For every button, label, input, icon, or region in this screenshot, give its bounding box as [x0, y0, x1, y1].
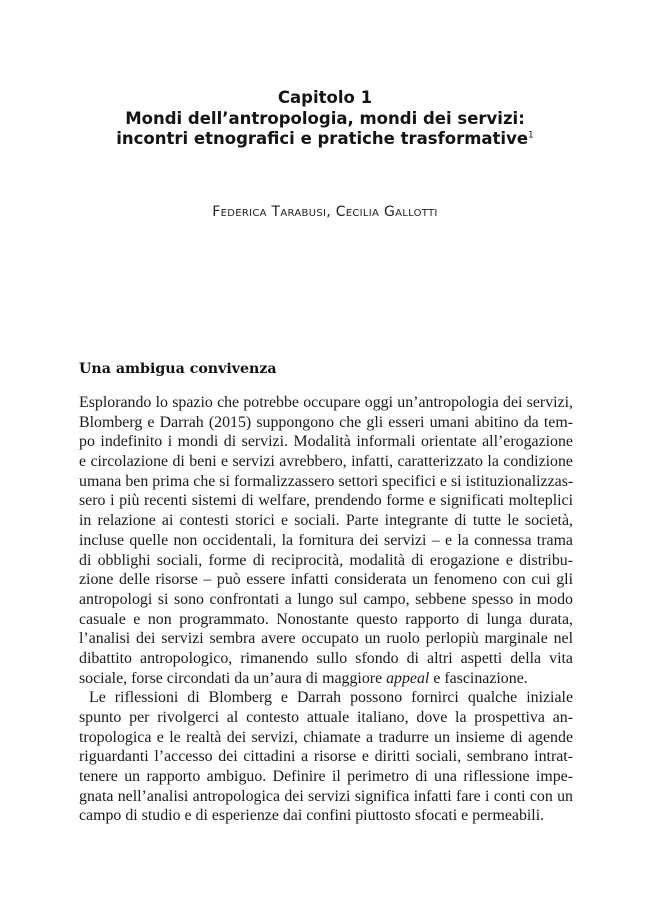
chapter-number: Capitolo 1 — [277, 88, 373, 107]
paragraph-1-line: Blomberg e Darrah (2015) suppongono che gli esseri umani abitino da tem- — [79, 413, 573, 431]
paragraph-1-line: l’analisi dei servizi sembra avere occupato un ruolo perlopiù marginale nel — [79, 630, 573, 648]
chapter-title-line-2 — [0, 129, 650, 150]
paragraph-1-line: in relazione ai contesti storici e sociali. Parte integrante di tutte le società, — [79, 512, 573, 530]
footnote-marker[interactable]: 1 — [528, 130, 534, 141]
paragraph-2-first-line: Le riflessioni di Blomberg e Darrah possono fornirci qualche iniziale — [89, 689, 573, 707]
chapter-title-line-2-text: incontri etnografici e pratiche trasformative — [116, 129, 529, 148]
paragraph-1-line: Esplorando lo spazio che potrebbe occupare oggi un’antropologia dei servizi, — [79, 394, 573, 411]
paragraph-1-line: zione delle risorse – può essere infatti considerata un fenomeno con cui gli — [79, 571, 573, 589]
paragraph-2-line: riguardanti l’accesso dei cittadini a risorse e diritti sociali, sembrano intrat- — [79, 748, 573, 766]
paragraph-1-line: e circolazione di beni e servizi avrebbero, infatti, caratterizzato la condizione — [79, 453, 573, 471]
chapter-authors: Federica Tarabusi, Cecilia Gallotti — [212, 204, 438, 220]
last-line-end: e fascinazione. — [429, 669, 528, 687]
paragraph-1-line: sero i più recenti sistemi di welfare, prendendo forme e significati molteplici — [79, 492, 573, 510]
paragraph-1-line: di obblighi sociali, forme di reciprocità, modalità di erogazione e distribu- — [79, 551, 573, 569]
last-line-start: sociale, forse circondati da un’aura di maggiore — [79, 669, 387, 687]
paragraph-1-line: antropologi si sono confrontati a lungo sul campo, sebbene spesso in modo — [79, 590, 573, 608]
paragraph-2-line: tropologica e le realtà dei servizi, chiamate a tradurre un insieme di agende — [79, 728, 573, 746]
paragraph-1-line: dibattito antropologico, rimanendo sullo sfondo di altri aspetti della vita — [79, 649, 573, 667]
paragraph-2-line: campo di studio e di esperienze dai confini piuttosto sfocati e permeabili. — [79, 807, 545, 825]
paragraph-1-line: umana ben prima che si formalizzassero settori specifici e si istituzionalizzas- — [79, 472, 574, 490]
italic-term: appeal — [386, 669, 430, 687]
paragraph-2-line: gnata nell’analisi antropologica dei servizi significa infatti fare i conti con un — [79, 787, 573, 805]
paragraph-1-line: po indefinito i mondi di servizi. Modalità informali orientate all’erogazione — [79, 433, 573, 451]
body-text — [79, 393, 573, 826]
paragraph-1-line: incluse quelle non occidentali, la fornitura dei servizi – e la connessa trama — [79, 531, 573, 549]
chapter-heading — [0, 88, 650, 150]
paragraph-1-last-line — [79, 669, 573, 689]
paragraph-2-line: tenere un rapporto ambiguo. Definire il perimetro di una riflessione impe- — [79, 768, 573, 786]
paragraph-2-line: spunto per rivolgerci al contesto attuale italiano, dove la prospettiva an- — [79, 709, 573, 726]
section-heading: Una ambigua convivenza — [79, 361, 277, 377]
chapter-title-line-1: Mondi dell’antropologia, mondi dei servizi: — [125, 108, 525, 128]
paragraph-1-line: casuale e non programmato. Nonostante questo rapporto di lunga durata, — [79, 610, 573, 628]
